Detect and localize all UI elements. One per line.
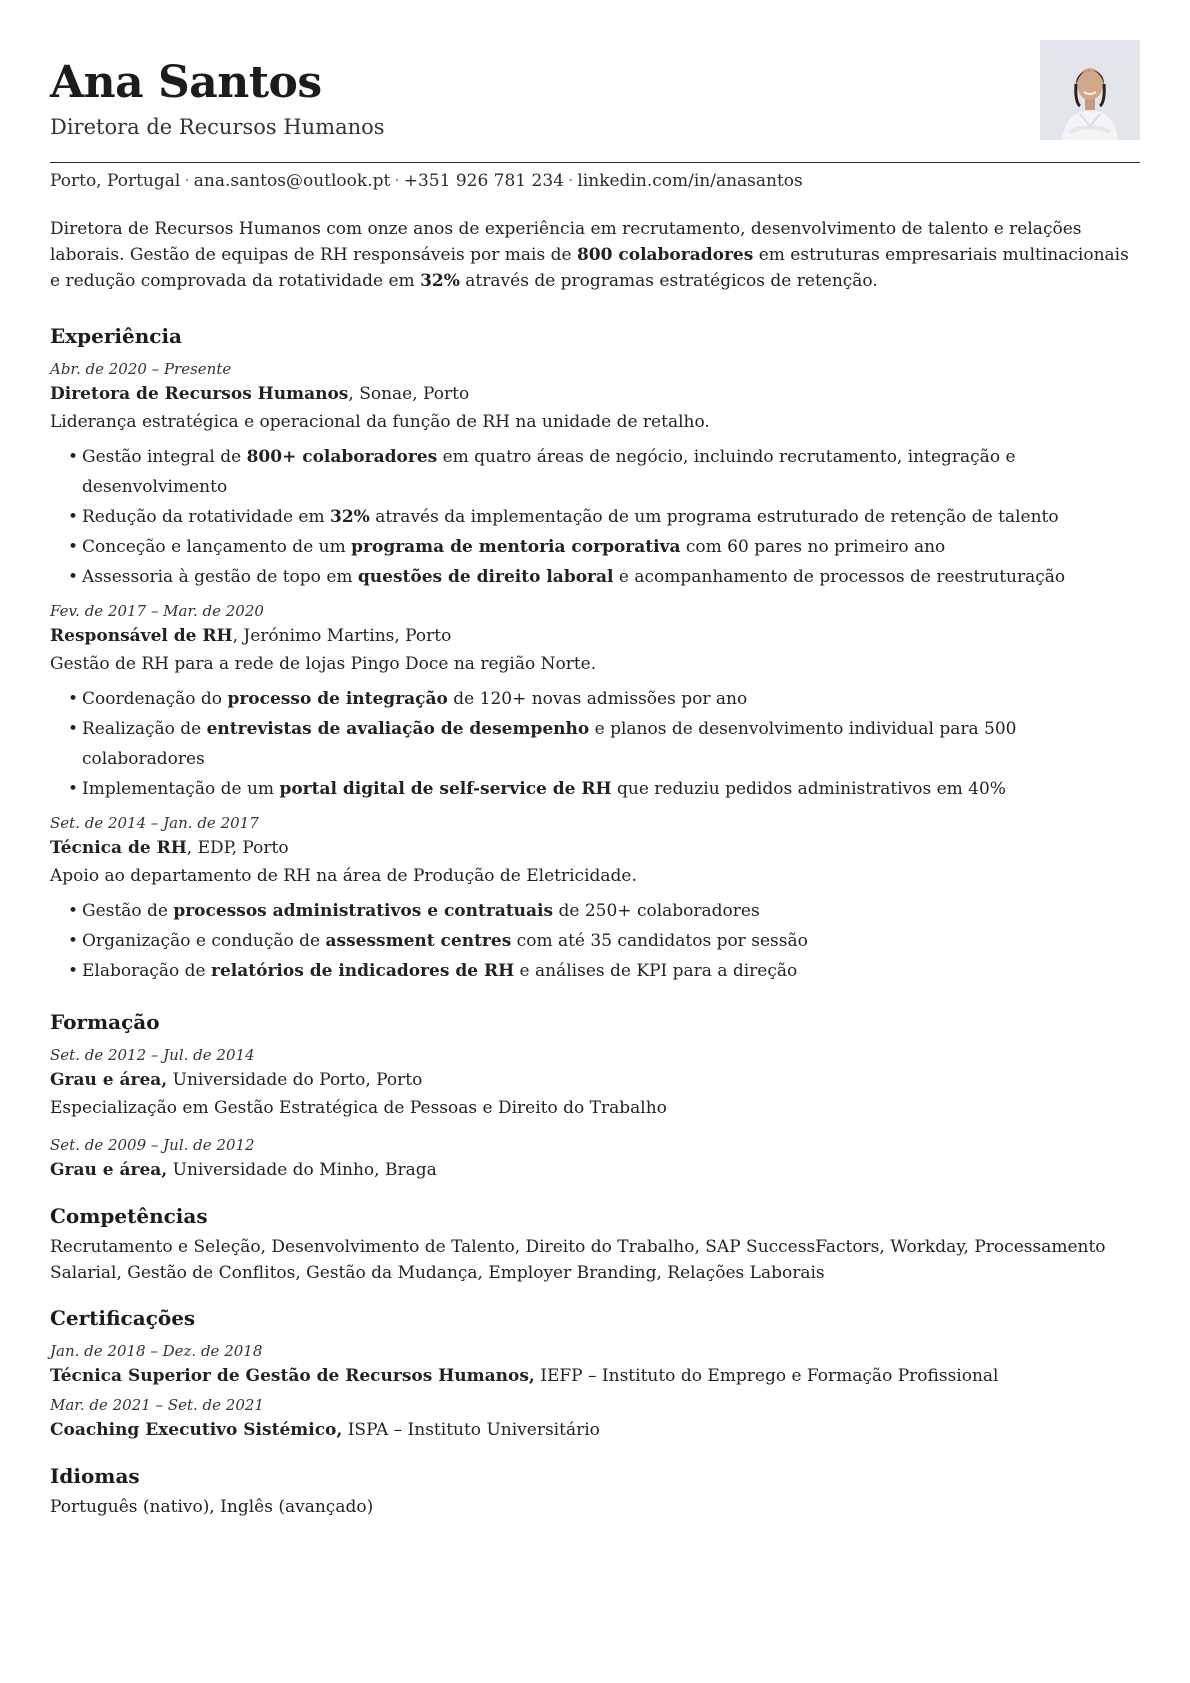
education-title (50, 1066, 1140, 1094)
section-title-education: Formação (50, 1010, 160, 1034)
education-section (50, 1008, 1140, 1184)
job-entry (50, 812, 1140, 986)
header-divider (50, 162, 1140, 163)
education-date: Set. de 2012 – Jul. de 2014 (50, 1046, 255, 1064)
education-entry (50, 1044, 1140, 1122)
job-company: , Jerónimo Martins, Porto (232, 626, 452, 646)
list-item: • Organização e condução de assessment centres com até 35 candidatos por sessão (82, 926, 1140, 956)
job-bullets (50, 896, 1140, 986)
job-description: Liderança estratégica e operacional da função de RH na unidade de retalho. (50, 412, 710, 432)
contact-line (50, 168, 1140, 194)
certification-issuer: IEFP – Instituto do Emprego e Formação Profissional (534, 1366, 999, 1386)
education-title (50, 1156, 1140, 1184)
summary-text: através de programas estratégicos de retenção. (459, 271, 878, 291)
skills-section (50, 1202, 1140, 1286)
education-degree: Grau e área, (50, 1070, 168, 1090)
certification-entry (50, 1394, 1140, 1444)
job-entry (50, 600, 1140, 804)
list-item: • Conceção e lançamento de um programa de mentoria corporativa com 60 pares no primeiro ano (82, 532, 1140, 562)
education-degree: Grau e área, (50, 1160, 168, 1180)
certification-date: Mar. de 2021 – Set. de 2021 (50, 1396, 264, 1414)
job-title (50, 834, 1140, 862)
job-bullets (50, 442, 1140, 592)
person-avatar-icon (1040, 40, 1140, 140)
profile-summary (50, 216, 1140, 294)
summary-highlight: 32% (420, 271, 460, 291)
certification-title (50, 1362, 1140, 1390)
job-position: Técnica de RH (50, 838, 187, 858)
list-item: • Assessoria à gestão de topo em questões de direito laboral e acompanhamento de processos de reestruturação (82, 562, 1140, 592)
job-company: , EDP, Porto (186, 838, 289, 858)
education-date: Set. de 2009 – Jul. de 2012 (50, 1136, 255, 1154)
contact-email[interactable]: ana.santos@outlook.pt (193, 171, 391, 191)
job-date: Set. de 2014 – Jan. de 2017 (50, 814, 259, 832)
certification-date: Jan. de 2018 – Dez. de 2018 (50, 1342, 263, 1360)
list-item: • Gestão integral de 800+ colaboradores em quatro áreas de negócio, incluindo recrutamento, integração e desenvolvimento (82, 442, 1140, 502)
job-description: Gestão de RH para a rede de lojas Pingo Doce na região Norte. (50, 654, 597, 674)
education-entry (50, 1134, 1140, 1184)
contact-linkedin[interactable]: linkedin.com/in/anasantos (577, 171, 803, 191)
languages-list: Português (nativo), Inglês (avançado) (50, 1497, 374, 1517)
certification-title (50, 1416, 1140, 1444)
skills-list: Recrutamento e Seleção, Desenvolvimento de Talento, Direito do Trabalho, SAP SuccessFactors, Workday, Processamento Salarial, Gestão de Conflitos, Gestão da Mudança, Employer Branding, Relações Laborais (50, 1237, 1106, 1283)
certification-issuer: ISPA – Instituto Universitário (342, 1420, 600, 1440)
certifications-section (50, 1304, 1140, 1444)
list-item: • Redução da rotatividade em 32% através da implementação de um programa estruturado de retenção de talento (82, 502, 1140, 532)
job-title (50, 622, 1140, 650)
certification-entry (50, 1340, 1140, 1390)
summary-text: em estruturas empresariais multinacionais e redução comprovada da rotatividade em (50, 245, 1129, 291)
contact-location: Porto, Portugal (50, 171, 181, 191)
summary-text: Diretora de Recursos Humanos com onze anos de experiência em recrutamento, desenvolvimento de talento e relações laborais. Gestão de equipas de RH responsáveis por mais de (50, 219, 1082, 265)
profile-photo (1040, 40, 1140, 140)
job-bullets (50, 684, 1140, 804)
summary-highlight: 800 colaboradores (576, 245, 754, 265)
education-note: Especialização em Gestão Estratégica de Pessoas e Direito do Trabalho (50, 1098, 667, 1118)
contact-phone[interactable]: +351 926 781 234 (403, 171, 564, 191)
job-description: Apoio ao departamento de RH na área de Produção de Eletricidade. (50, 866, 637, 886)
certification-name: Coaching Executivo Sistémico, (50, 1420, 343, 1440)
job-position: Diretora de Recursos Humanos (50, 384, 349, 404)
certification-name: Técnica Superior de Gestão de Recursos Humanos, (50, 1366, 535, 1386)
list-item: • Elaboração de relatórios de indicadores de RH e análises de KPI para a direção (82, 956, 1140, 986)
list-item: • Implementação de um portal digital de self-service de RH que reduziu pedidos administrativos em 40% (82, 774, 1140, 804)
section-title-skills: Competências (50, 1204, 208, 1228)
job-entry (50, 358, 1140, 592)
list-item: • Gestão de processos administrativos e contratuais de 250+ colaboradores (82, 896, 1140, 926)
section-title-languages: Idiomas (50, 1464, 140, 1488)
experience-section (50, 322, 1140, 986)
contact-separator: · (184, 171, 190, 191)
resume-header (50, 0, 1140, 162)
list-item: • Coordenação do processo de integração de 120+ novas admissões por ano (82, 684, 1140, 714)
education-school: Universidade do Minho, Braga (167, 1160, 437, 1180)
job-date: Fev. de 2017 – Mar. de 2020 (50, 602, 264, 620)
list-item: • Realização de entrevistas de avaliação de desempenho e planos de desenvolvimento individual para 500 colaboradores (82, 714, 1140, 774)
job-title (50, 380, 1140, 408)
contact-separator: · (394, 171, 400, 191)
candidate-role: Diretora de Recursos Humanos (50, 115, 385, 139)
candidate-name: Ana Santos (50, 57, 322, 108)
job-position: Responsável de RH (50, 626, 233, 646)
job-company: , Sonae, Porto (348, 384, 470, 404)
section-title-certifications: Certificações (50, 1306, 196, 1330)
contact-separator: · (567, 171, 574, 191)
job-date: Abr. de 2020 – Presente (50, 360, 232, 378)
section-title-experience: Experiência (50, 324, 183, 348)
education-school: Universidade do Porto, Porto (167, 1070, 423, 1090)
languages-section (50, 1462, 1140, 1520)
